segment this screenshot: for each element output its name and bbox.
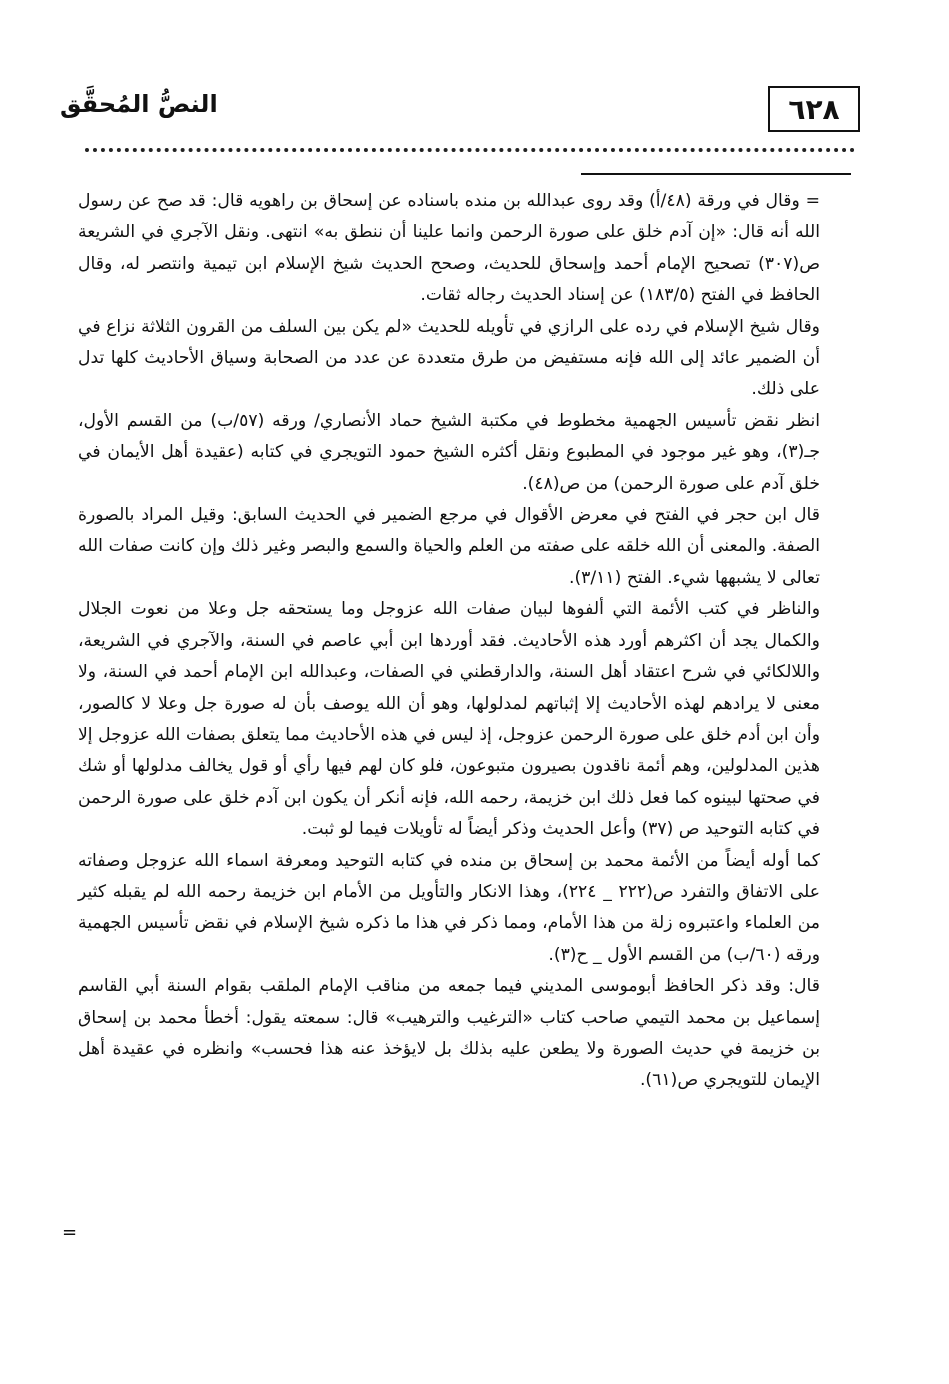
paragraph: انظر نقض تأسيس الجهمية مخطوط في مكتبة الشيخ حماد الأنصاري/ ورقه (٥٧/ب) من القسم الأول، جـ(٣)، وهو غير موجود في المطبوع ونقل أكثره الشيخ حمود التويجري في كتابه (عقيدة أهل الأيمان في خلق آدم على صورة الرحمن) من ص(٤٨). bbox=[78, 410, 820, 494]
paragraph: قال ابن حجر في الفتح في معرض الأقوال في مرجع الضمير في الحديث السابق: وقيل المراد بالصورة الصفة. والمعنى أن الله خلقه على صفته من العلم والحياة والسمع والبصر وغير ذلك وإن كانت صفات الله تعالى لا يشبهها شيء. الفتح (٣/١١). bbox=[78, 505, 820, 588]
footnote-text bbox=[78, 186, 820, 1097]
dotted-separator bbox=[85, 148, 855, 162]
running-title: النصُّ المُحقَّق bbox=[60, 90, 218, 118]
paragraph: والناظر في كتب الأئمة التي ألفوها لبيان صفات الله عزوجل وما يستحقه جل وعلا من نعوت الجلال والكمال يجد أن اكثرهم أورد هذه الأحاديث. فقد أوردها ابن أبي عاصم في السنة، والآجري في الشريعة، واللالكائي في شرح اعتقاد أهل السنة، والدارقطني في الصفات، وعبدالله ابن الإمام أحمد في السنة، ولا معنى لا يرادهم لهذه الأحاديث إلا إثباتهم لمدلولها، وهو أن الله يوصف بأن له صورة جل وعلا لا كالصور، وأن ابن أدم خلق على صورة الرحمن عزوجل، إذ ليس في هذه الأحاديث مما يتعلق بصفات الله عزوجل إلا هذين المدلولين، وهم أئمة ناقدون بصيرون متبوعون، فلو كان لهم فيها رأي أو قول يخالف مدلولها أو شك في صحتها لبينوه كما فعل ذلك ابن خزيمة، رحمه الله، فإنه أنكر أن يكون ابن آدم خلق على صورة الرحمن في كتابه التوحيد ص (٣٧) وأعل الحديث وذكر أيضاً له تأويلات فيما لو ثبت. bbox=[78, 599, 820, 840]
paragraph: كما أوله أيضاً من الأئمة محمد بن إسحاق بن منده في كتابه التوحيد ومعرفة اسماء الله عزوجل وصفاته على الاتفاق والتفرد ص(٢٢٢ _ ٢٢٤)، وهذا الانكار والتأويل من الأمام ابن خزيمة رحمه الله لم يقبله كثير من العلماء واعتبروه زلة من هذا الأمام، ومما ذكر في هذا ما ذكره شيخ الإسلام في نقض تأسيس الجهمية ورقه (٦٠/ب) من القسم الأول _ ح(٣). bbox=[78, 850, 820, 965]
continuation-mark: = bbox=[62, 1222, 78, 1243]
paragraph: وقال شيخ الإسلام في رده على الرازي في تأويله للحديث «لم يكن بين السلف من القرون الثلاثة نزاع في أن الضمير عائد إلى الله فإنه مستفيض من طرق متعددة عن عدد من الصحابة وسياق الأحاديث كلها تدل على ذلك. bbox=[78, 316, 820, 400]
footnote-rule bbox=[581, 173, 851, 175]
page-header bbox=[60, 80, 860, 140]
paragraph: قال: وقد ذكر الحافظ أبوموسى المديني فيما جمعه من مناقب الإمام الملقب بقوام السنة أبي القاسم إسماعيل بن محمد التيمي صاحب كتاب «الترغيب والترهيب» قال: سمعته يقول: أخطأ محمد بن إسحاق بن خزيمة في حديث الصورة ولا يطعن عليه بذلك بل لايؤخذ عنه هذا فحسب» وانظره في عقيدة أهل الإيمان للتويجري ص(٦١). bbox=[78, 976, 820, 1091]
page-number: ٦٢٨ bbox=[768, 86, 860, 132]
paragraph: = وقال في ورقة (٤٨/أ) وقد روى عبدالله بن منده باسناده عن إسحاق بن راهويه قال: قد صح عن رسول الله أنه قال: «إن آدم خلق على صورة الرحمن وانما علينا أن ننطق به» انتهى. ونقل الآجري في الشريعة ص(٣٠٧) تصحيح الإمام أحمد وإسحاق للحديث، وصحح الحديث شيخ الإسلام ابن تيمية وانتصر له، وقال الحافظ في الفتح (١٨٣/٥) عن إسناد الحديث رجاله ثقات. bbox=[78, 191, 820, 306]
